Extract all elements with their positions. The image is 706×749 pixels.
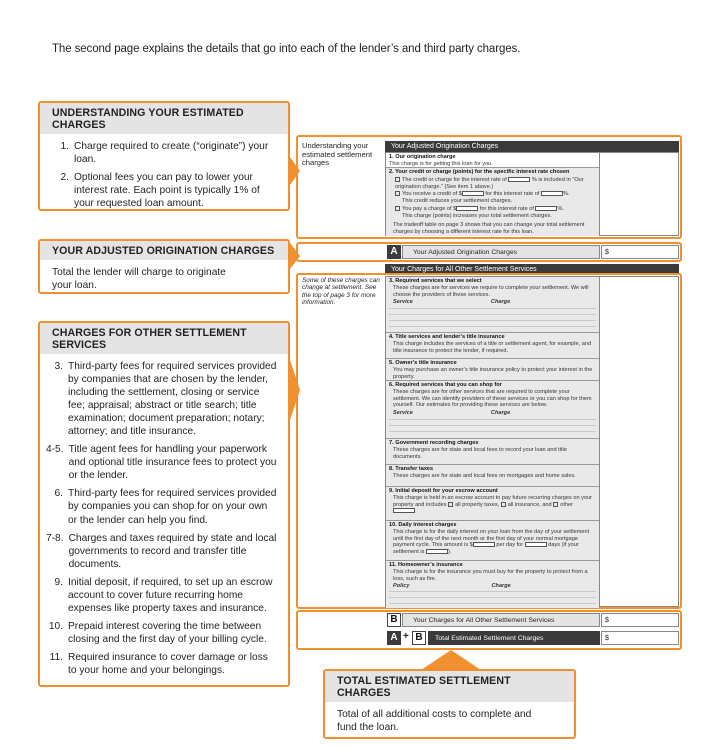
list-item: 9. Initial deposit, if required, to set up an escrow account to cover future recurring home expenses like property taxes and insurance. <box>54 576 273 614</box>
blank-field[interactable] <box>462 191 484 196</box>
table-row: 8. Transfer taxes These charges are for state and local fees on mortgages and home sales. <box>386 465 599 487</box>
list-item: 4-5. Title agent fees for handling your paperwork and optional title insurance fees to protect you or the lender. <box>46 444 277 482</box>
checkbox[interactable] <box>395 177 400 182</box>
callout-other-list <box>46 360 278 677</box>
blank-field[interactable] <box>393 508 415 513</box>
callout-understanding-list <box>52 140 278 210</box>
checkbox[interactable] <box>395 191 400 196</box>
blank-field[interactable] <box>456 206 478 211</box>
blank-field[interactable] <box>473 542 495 547</box>
blank-field[interactable] <box>541 191 563 196</box>
callout-understanding-title: UNDERSTANDING YOUR ESTIMATED CHARGES <box>40 103 288 134</box>
blank-field[interactable] <box>535 206 557 211</box>
checkbox[interactable] <box>553 502 558 507</box>
callout-adjusted-title: YOUR ADJUSTED ORIGINATION CHARGES <box>40 241 288 260</box>
table-row: 5. Owner’s title insurance You may purchase an owner’s title insurance policy to protect your interest in the property. <box>386 359 599 381</box>
table-row: 1. Our origination charge This charge is for getting this loan for you. <box>386 153 599 168</box>
amount-column <box>599 277 678 606</box>
blank-field[interactable] <box>426 549 448 554</box>
table-row: 7. Government recording charges These charges are for state and local fees to record your loan and title documents. <box>386 439 599 465</box>
list-item: 11. Required insurance to cover damage or loss to your home and your belongings. <box>49 651 268 676</box>
plus-sign: + <box>403 631 409 642</box>
table-row: 9. Initial deposit for your escrow account This charge is held in an escrow account to pay future recurring charges on your property and includes all property taxes, all insurance, and other <box>386 487 599 521</box>
list-item: 7-8. Charges and taxes required by state and local governments to record and transfer title documents. <box>46 532 277 570</box>
grand-total-label: Total Estimated Settlement Charges <box>428 631 600 645</box>
other-total-label: Your Charges for All Other Settlement Services <box>402 613 600 627</box>
callout-other-title: CHARGES FOR OTHER SETTLEMENT SERVICES <box>40 323 288 354</box>
letter-a-badge: A <box>387 245 401 259</box>
callout-total <box>323 669 576 739</box>
callout-total-text: Total of all additional costs to complete and fund the loan. <box>337 709 532 734</box>
callout-total-title: TOTAL ESTIMATED SETTLEMENT CHARGES <box>325 671 574 702</box>
checkbox[interactable] <box>501 502 506 507</box>
checkbox[interactable] <box>448 502 453 507</box>
table-row: 6. Required services that you can shop for These charges are for other services that are required to complete your settlement. We can identify providers of these services or you can shop for them yourself. Our estimates for providing these services are below. Service Charge <box>386 381 599 439</box>
letter-b-badge: B <box>387 613 401 627</box>
callout-adjusted-text: Total the lender will charge to originate your loan. <box>52 267 226 292</box>
sec1-header: Your Adjusted Origination Charges <box>385 141 679 152</box>
table-row: 11. Homeowner’s insurance This charge is for the insurance you must buy for the property to protect from a loss, such as fire. Policy Charge <box>386 561 599 608</box>
letter-b-badge: B <box>412 631 426 645</box>
callout-understanding <box>38 101 290 211</box>
callout-adjusted <box>38 239 290 294</box>
arrow-icon <box>421 650 481 670</box>
sec2-left-note: Some of these charges can change at settlement. See the top of page 3 for more information. <box>302 277 380 307</box>
blank-field[interactable] <box>525 542 547 547</box>
table-row: 3. Required services that we select These charges are for services we require to complete your settlement. We will choose the providers of these services. Service Charge <box>386 277 599 333</box>
settlement-services-table <box>385 276 679 607</box>
amount-column <box>599 153 678 235</box>
intro-text: The second page explains the details that go into each of the lender’s and third party charges. <box>52 43 521 55</box>
adjusted-total-amount: $ <box>601 245 679 259</box>
table-row: 4. Title services and lender’s title insurance This charge includes the services of a title or settlement agent, for example, and title insurance to protect the lender, if required. <box>386 333 599 359</box>
callout-other <box>38 321 290 687</box>
other-total-amount: $ <box>601 613 679 627</box>
list-item: 3. Third-party fees for required services provided by companies that are chosen by the lender, including the settlement, closing or service fee; appraisal; abstract or title search; title examination; document preparation; notary; attorney; and title insurance. <box>54 361 277 438</box>
adjusted-total-label: Your Adjusted Origination Charges <box>402 245 600 259</box>
list-item: 6. Third-party fees for required services provided by companies you can shop for on your own or the lender can help you find. <box>54 488 277 526</box>
list-item: 1. Charge required to create (“originate”) your loan. <box>60 141 269 166</box>
origination-table <box>385 152 679 236</box>
table-row: 10. Daily interest charges This charge is for the daily interest on your loan from the day of your settlement until the first day of the next month or the first day of your normal mortgage payment cycle. This amount is $ per day for days (if your settlement is ). <box>386 521 599 561</box>
checkbox[interactable] <box>395 206 400 211</box>
list-item: 2. Optional fees you can pay to lower your interest rate. Each point is typically 1% of your requested loan amount. <box>60 172 260 210</box>
loan-estimate-form <box>298 137 682 652</box>
blank-field[interactable] <box>508 177 530 182</box>
grand-total-amount: $ <box>601 631 679 645</box>
list-item: 10. Prepaid interest covering the time between closing and the first day of your billing cycle. <box>48 620 267 645</box>
table-row: 2. Your credit or charge (points) for the specific interest rate chosen The credit or charge for the interest rate of % is included in “Our origination charge.” (See item 1 above.) You receive a credit of $ for this interest rate of %. This credit reduces your settlement charges. You pay a charge of $ for this interest rate of %. This charge (points) increases your total settlement charges. The tradeoff table on page 3 shows that you can change your total settlement charges by choosing a different interest rate for this loan. <box>386 168 599 236</box>
sec1-left-label: Understanding your estimated settlement charges <box>302 141 373 168</box>
sec2-header: Your Charges for All Other Settlement Services <box>385 264 679 275</box>
letter-a-badge: A <box>387 631 401 645</box>
